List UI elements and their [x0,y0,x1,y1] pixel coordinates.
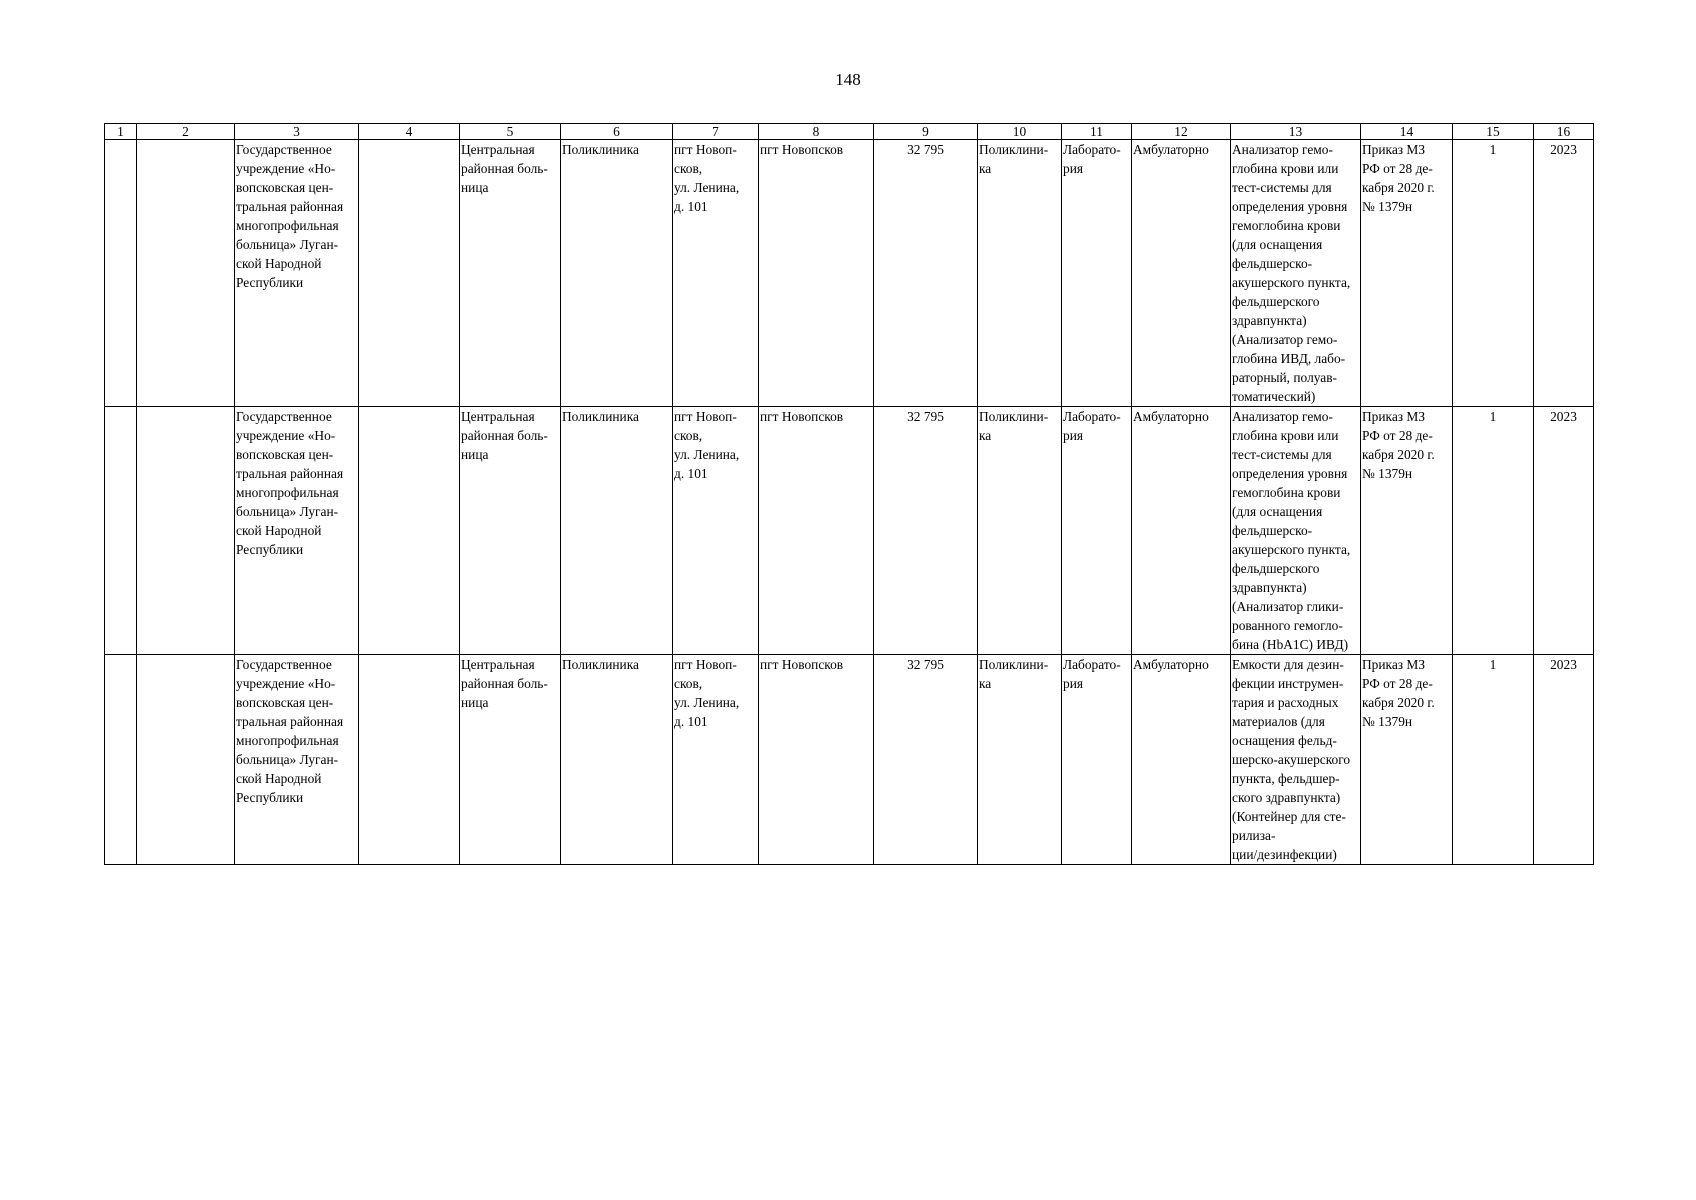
col-header-8: 8 [759,124,874,140]
col-header-10: 10 [978,124,1062,140]
cell-quantity: 1 [1453,655,1534,865]
cell-address: пгт Новоп- сков, ул. Ленина, д. 101 [673,140,759,407]
cell-col2 [137,407,235,655]
cell-locality: пгт Новопсков [759,655,874,865]
cell-col2 [137,140,235,407]
col-header-11: 11 [1062,124,1132,140]
cell-care-mode: Амбулаторно [1132,140,1231,407]
cell-care-mode: Амбулаторно [1132,407,1231,655]
cell-institution: Государственное учреждение «Но- вопсковская цен- тральная районная многопрофильная больница» Луган- ской Народной Республики [235,655,359,865]
page-number: 148 [835,70,861,89]
cell-unit: Поликлиника [561,407,673,655]
cell-regulation: Приказ МЗ РФ от 28 де- кабря 2020 г. № 1379н [1361,407,1453,655]
cell-population: 32 795 [874,655,978,865]
cell-quantity: 1 [1453,140,1534,407]
col-header-7: 7 [673,124,759,140]
cell-equipment: Емкости для дезин- фекции инструмен- тария и расходных материалов (для оснащения фельд- шерско-акушерского пункта, фельдшер- ского здравпункта) (Контейнер для сте- рилиза- ции/дезинфекции) [1231,655,1361,865]
cell-address: пгт Новоп- сков, ул. Ленина, д. 101 [673,655,759,865]
cell-subdivision: Лаборато- рия [1062,655,1132,865]
cell-year: 2023 [1534,407,1594,655]
cell-col4 [359,407,460,655]
cell-facility-type: Центральная районная боль- ница [460,407,561,655]
table-row [105,407,1594,655]
cell-equipment: Анализатор гемо- глобина крови или тест-системы для определения уровня гемоглобина крови (для оснащения фельдшерско- акушерского пункта, фельдшерского здравпункта) (Анализатор гемо- глобина ИВД, лабо- раторный, полуав- томатический) [1231,140,1361,407]
col-header-5: 5 [460,124,561,140]
cell-department: Поликлини- ка [978,407,1062,655]
cell-facility-type: Центральная районная боль- ница [460,655,561,865]
cell-col1 [105,407,137,655]
cell-subdivision: Лаборато- рия [1062,140,1132,407]
cell-col4 [359,655,460,865]
cell-facility-type: Центральная районная боль- ница [460,140,561,407]
cell-year: 2023 [1534,655,1594,865]
col-header-13: 13 [1231,124,1361,140]
col-header-4: 4 [359,124,460,140]
col-header-2: 2 [137,124,235,140]
col-header-14: 14 [1361,124,1453,140]
col-header-1: 1 [105,124,137,140]
col-header-6: 6 [561,124,673,140]
cell-col1 [105,655,137,865]
cell-col2 [137,655,235,865]
cell-address: пгт Новоп- сков, ул. Ленина, д. 101 [673,407,759,655]
col-header-3: 3 [235,124,359,140]
cell-regulation: Приказ МЗ РФ от 28 де- кабря 2020 г. № 1379н [1361,655,1453,865]
cell-institution: Государственное учреждение «Но- вопсковская цен- тральная районная многопрофильная больница» Луган- ской Народной Республики [235,140,359,407]
col-header-16: 16 [1534,124,1594,140]
cell-department: Поликлини- ка [978,140,1062,407]
column-number-row [105,124,1594,140]
cell-locality: пгт Новопсков [759,140,874,407]
col-header-12: 12 [1132,124,1231,140]
cell-care-mode: Амбулаторно [1132,655,1231,865]
cell-equipment: Анализатор гемо- глобина крови или тест-системы для определения уровня гемоглобина крови (для оснащения фельдшерско- акушерского пункта, фельдшерского здравпункта) (Анализатор глики- рованного гемогло- бина (HbA1C) ИВД) [1231,407,1361,655]
cell-regulation: Приказ МЗ РФ от 28 де- кабря 2020 г. № 1379н [1361,140,1453,407]
col-header-15: 15 [1453,124,1534,140]
cell-quantity: 1 [1453,407,1534,655]
cell-year: 2023 [1534,140,1594,407]
equipment-registry-table [104,123,1594,865]
cell-unit: Поликлиника [561,655,673,865]
cell-unit: Поликлиника [561,140,673,407]
cell-population: 32 795 [874,407,978,655]
col-header-9: 9 [874,124,978,140]
table-row [105,655,1594,865]
cell-subdivision: Лаборато- рия [1062,407,1132,655]
cell-population: 32 795 [874,140,978,407]
cell-col1 [105,140,137,407]
cell-department: Поликлини- ка [978,655,1062,865]
cell-locality: пгт Новопсков [759,407,874,655]
cell-col4 [359,140,460,407]
table-row [105,140,1594,407]
cell-institution: Государственное учреждение «Но- вопсковская цен- тральная районная многопрофильная больница» Луган- ской Народной Республики [235,407,359,655]
